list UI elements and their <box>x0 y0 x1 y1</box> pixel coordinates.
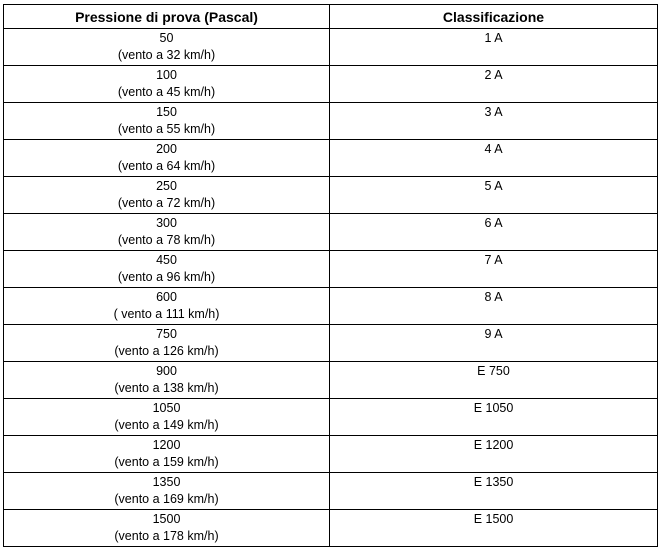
pressure-cell <box>4 66 330 103</box>
pressure-value: 1200 <box>152 438 181 452</box>
pressure-value: 750 <box>156 327 177 341</box>
table-body <box>4 29 658 547</box>
pressure-cell <box>4 251 330 288</box>
classification-cell: 8 A <box>330 288 658 325</box>
classification-cell: 7 A <box>330 251 658 288</box>
pressure-cell <box>4 288 330 325</box>
classification-table <box>3 4 658 547</box>
pressure-value: 100 <box>156 68 177 82</box>
table-row <box>4 362 658 399</box>
pressure-value: 300 <box>156 216 177 230</box>
wind-speed-note: (vento a 78 km/h) <box>117 233 216 247</box>
classification-cell: E 1350 <box>330 473 658 510</box>
table-row <box>4 103 658 140</box>
classification-cell: 9 A <box>330 325 658 362</box>
classification-table-container <box>3 4 657 547</box>
pressure-value: 450 <box>156 253 177 267</box>
pressure-cell <box>4 140 330 177</box>
pressure-cell <box>4 362 330 399</box>
table-row <box>4 66 658 103</box>
table-row <box>4 325 658 362</box>
pressure-cell <box>4 325 330 362</box>
classification-cell: 5 A <box>330 177 658 214</box>
classification-cell: E 1050 <box>330 399 658 436</box>
wind-speed-note: (vento a 126 km/h) <box>114 344 219 358</box>
wind-speed-note: (vento a 72 km/h) <box>117 196 216 210</box>
table-row <box>4 251 658 288</box>
table-row <box>4 140 658 177</box>
table-row <box>4 214 658 251</box>
table-row <box>4 473 658 510</box>
pressure-value: 900 <box>156 364 177 378</box>
wind-speed-note: (vento a 55 km/h) <box>117 122 216 136</box>
table-row <box>4 399 658 436</box>
wind-speed-note: (vento a 149 km/h) <box>114 418 219 432</box>
classification-cell: E 1500 <box>330 510 658 547</box>
classification-cell: 1 A <box>330 29 658 66</box>
pressure-value: 200 <box>156 142 177 156</box>
wind-speed-note: (vento a 169 km/h) <box>114 492 219 506</box>
pressure-value: 50 <box>159 31 174 45</box>
wind-speed-note: (vento a 96 km/h) <box>117 270 216 284</box>
table-header-row <box>4 5 658 29</box>
wind-speed-note: (vento a 45 km/h) <box>117 85 216 99</box>
classification-cell: 4 A <box>330 140 658 177</box>
wind-speed-note: (vento a 64 km/h) <box>117 159 216 173</box>
pressure-cell <box>4 473 330 510</box>
pressure-cell <box>4 29 330 66</box>
pressure-cell <box>4 436 330 473</box>
pressure-value: 1350 <box>152 475 181 489</box>
classification-cell: 2 A <box>330 66 658 103</box>
pressure-value: 250 <box>156 179 177 193</box>
header-pressure: Pressione di prova (Pascal) <box>4 5 330 29</box>
classification-cell: 3 A <box>330 103 658 140</box>
pressure-value: 600 <box>156 290 177 304</box>
pressure-cell <box>4 399 330 436</box>
wind-speed-note: (vento a 32 km/h) <box>117 48 216 62</box>
pressure-cell <box>4 103 330 140</box>
pressure-value: 1050 <box>152 401 181 415</box>
classification-cell: E 1200 <box>330 436 658 473</box>
pressure-value: 150 <box>156 105 177 119</box>
table-row <box>4 29 658 66</box>
table-row <box>4 177 658 214</box>
pressure-cell <box>4 177 330 214</box>
wind-speed-note: ( vento a 111 km/h) <box>113 307 220 321</box>
classification-cell: E 750 <box>330 362 658 399</box>
pressure-cell <box>4 510 330 547</box>
classification-cell: 6 A <box>330 214 658 251</box>
header-classification: Classificazione <box>330 5 658 29</box>
pressure-cell <box>4 214 330 251</box>
table-row <box>4 436 658 473</box>
wind-speed-note: (vento a 178 km/h) <box>114 529 219 543</box>
pressure-value: 1500 <box>152 512 181 526</box>
table-row <box>4 510 658 547</box>
wind-speed-note: (vento a 138 km/h) <box>114 381 219 395</box>
wind-speed-note: (vento a 159 km/h) <box>114 455 219 469</box>
table-row <box>4 288 658 325</box>
